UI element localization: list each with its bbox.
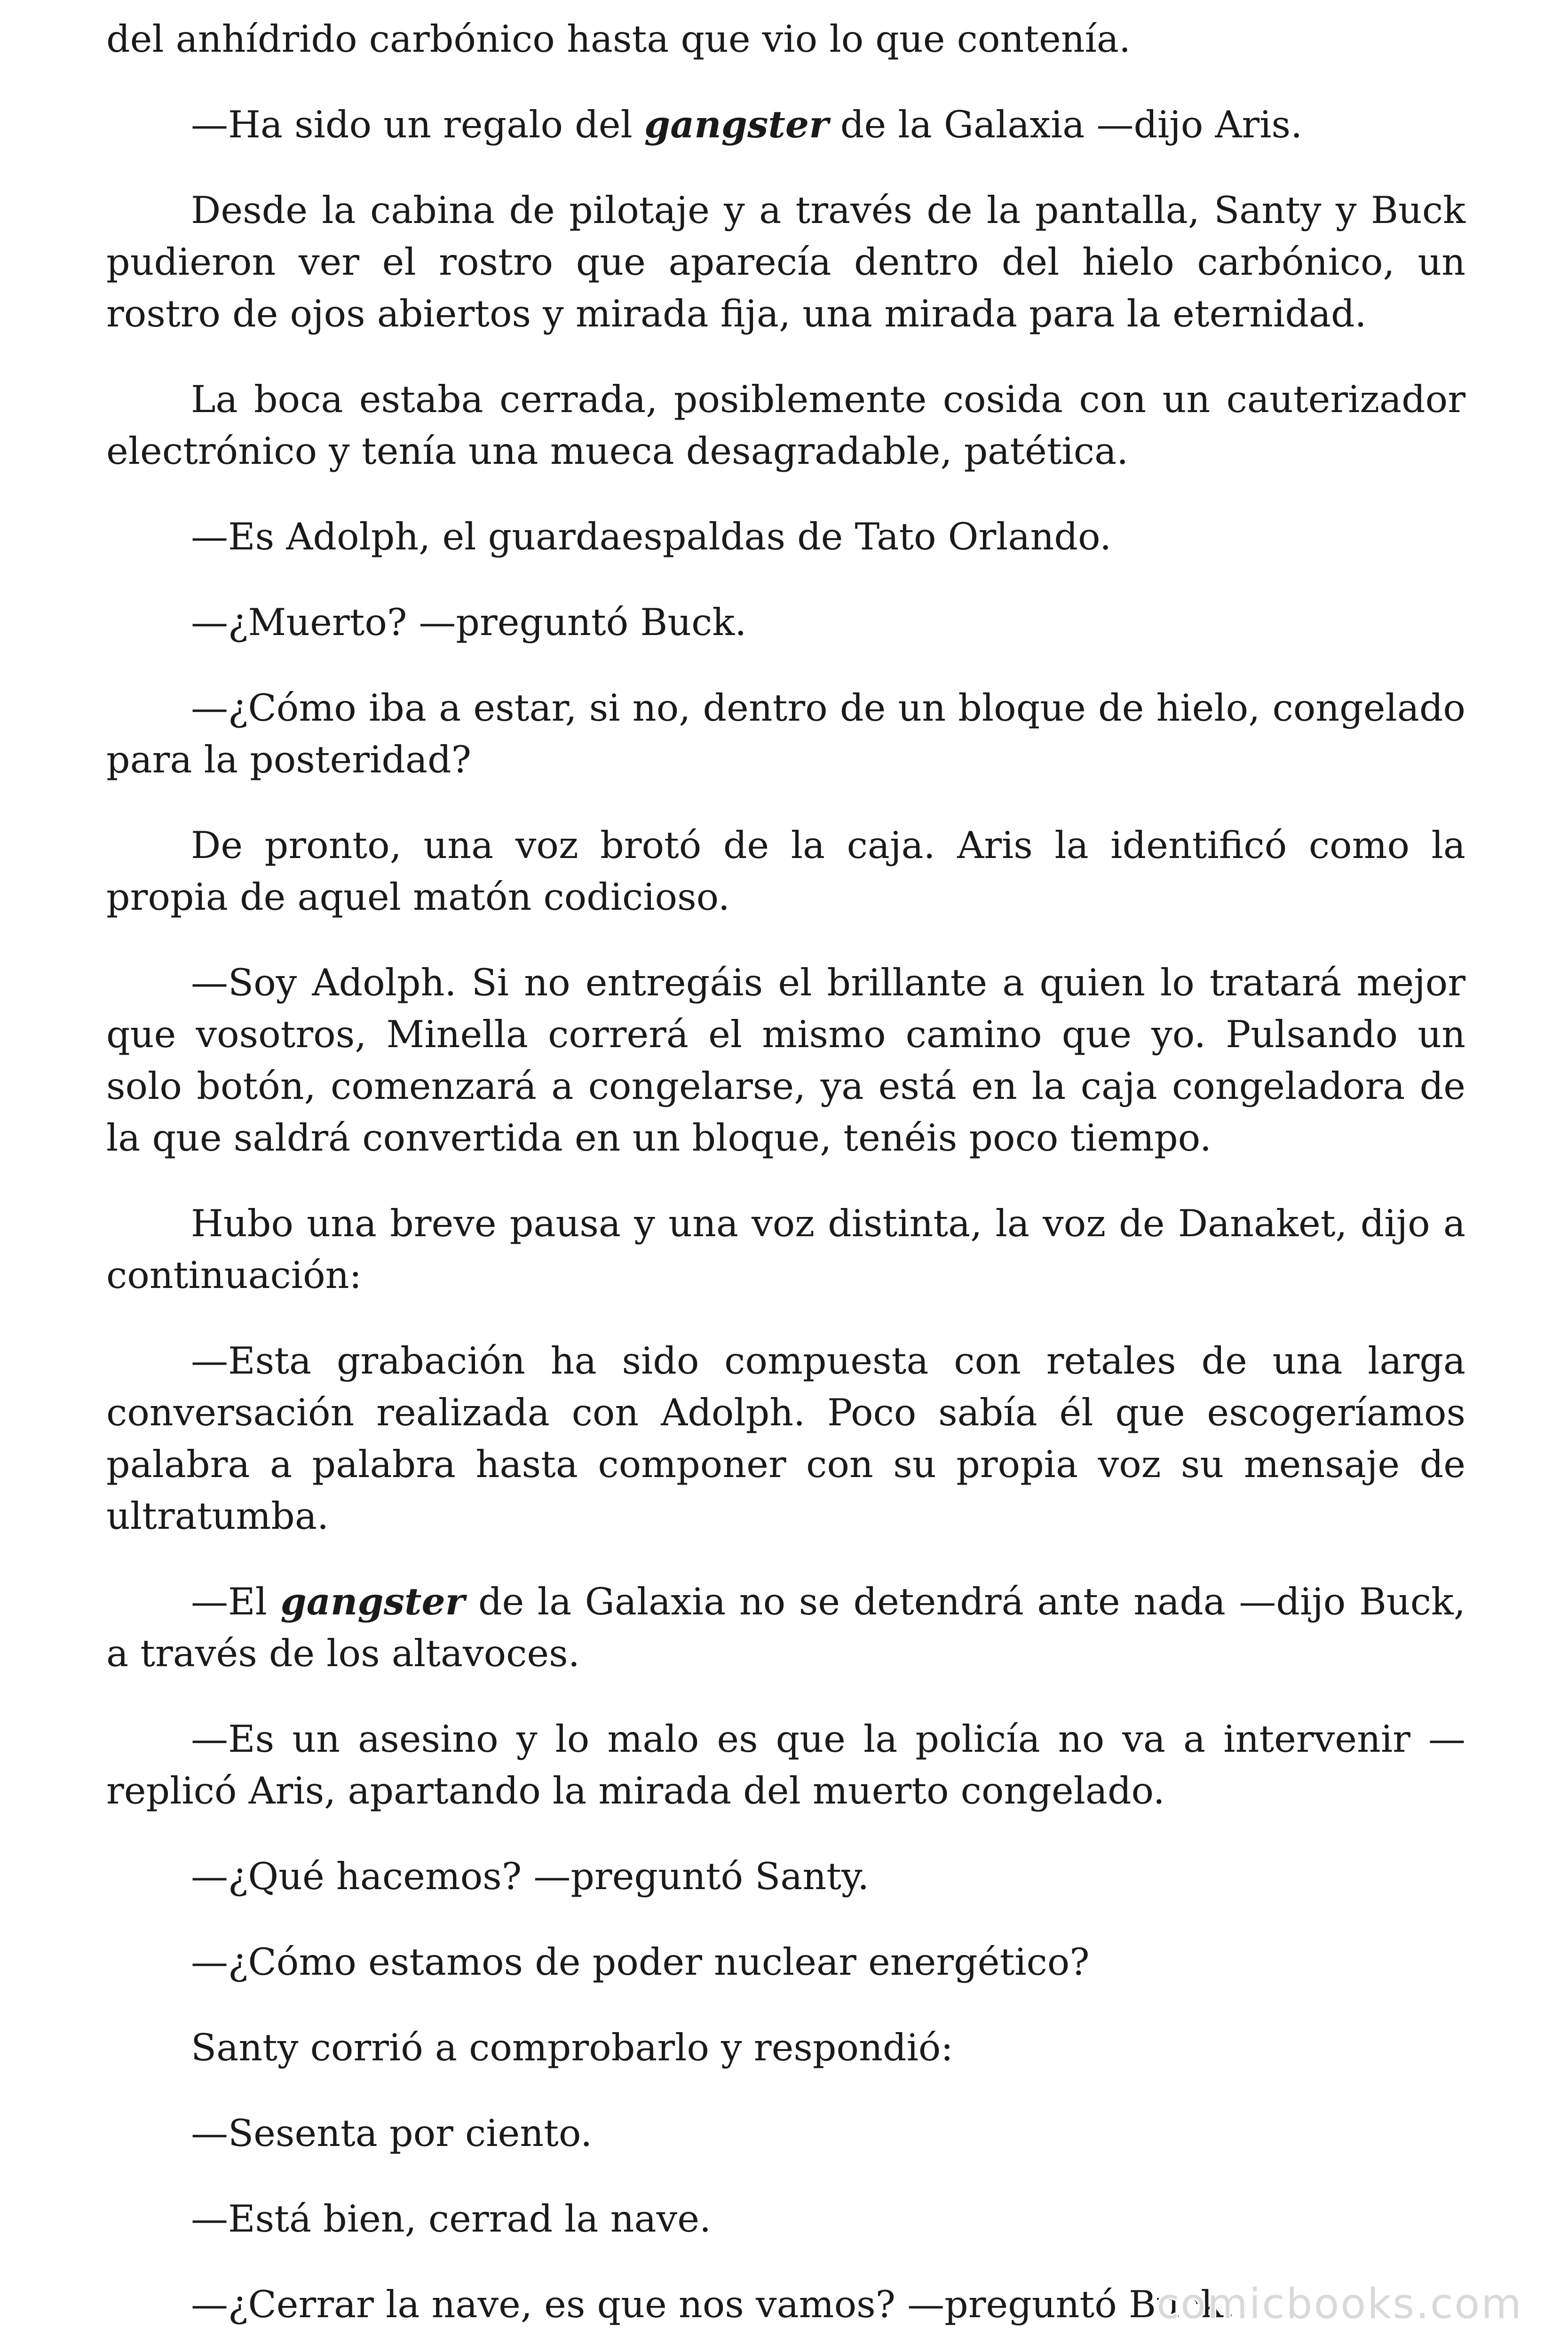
watermark: comicbooks.com — [1156, 2280, 1523, 2328]
paragraph: La boca estaba cerrada, posiblemente cosida con un cauterizador electrónico y tenía una mueca desagradable, patética. — [106, 378, 1465, 473]
paragraph-text: —Ha sido un regalo del — [191, 103, 644, 146]
paragraph: —¿Cerrar la nave, es que nos vamos? —preguntó Buck. — [191, 2283, 1235, 2326]
paragraph: —Sesenta por ciento. — [191, 2112, 593, 2155]
paragraph: —¿Cómo estamos de poder nuclear energético? — [191, 1940, 1090, 1984]
paragraph: —Soy Adolph. Si no entregáis el brillante a quien lo tratará mejor que vosotros, Minella correrá el mismo camino que yo. Pulsando un solo botón, comenzará a congelarse, ya está en la caja congeladora de la que saldrá convertida en un bloque, tenéis poco tiempo. — [106, 961, 1465, 1160]
paragraph: —Está bien, cerrad la nave. — [191, 2197, 712, 2241]
book-page-body — [106, 13, 1465, 2330]
paragraph: Santy corrió a comprobarlo y respondió: — [191, 2026, 953, 2069]
paragraph-text: de la Galaxia —dijo Aris. — [828, 103, 1303, 146]
paragraph-text: —El — [191, 1580, 281, 1623]
paragraph: —¿Cómo iba a estar, si no, dentro de un bloque de hielo, congelado para la posteridad? — [106, 686, 1465, 781]
paragraph: Desde la cabina de pilotaje y a través de la pantalla, Santy y Buck pudieron ver el rostro que aparecía dentro del hielo carbónico, un rostro de ojos abiertos y mirada fija, una mirada para la eternidad. — [106, 189, 1465, 335]
paragraph: —Es un asesino y lo malo es que la policía no va a intervenir —replicó Aris, apartando la mirada del muerto congelado. — [106, 1717, 1465, 1812]
paragraph — [106, 1576, 1465, 1679]
paragraph: De pronto, una voz brotó de la caja. Aris la identificó como la propia de aquel matón codicioso. — [106, 824, 1465, 919]
emphasized-word: gangster — [280, 1580, 465, 1623]
paragraph — [106, 99, 1465, 151]
paragraph: del anhídrido carbónico hasta que vio lo que contenía. — [106, 17, 1131, 61]
paragraph: —¿Qué hacemos? —preguntó Santy. — [191, 1855, 870, 1898]
paragraph: —¿Muerto? —preguntó Buck. — [191, 601, 747, 644]
paragraph: —Esta grabación ha sido compuesta con retales de una larga conversación realizada con Adolph. Poco sabía él que escogeríamos palabra a palabra hasta componer con su propia voz su mensaje de ultratumba. — [106, 1339, 1465, 1538]
paragraph: Hubo una breve pausa y una voz distinta, la voz de Danaket, dijo a continuación: — [106, 1202, 1465, 1297]
paragraph-text: de la Galaxia no se detendrá ante nada —dijo Buck, a través de los altavoces. — [106, 1580, 1465, 1675]
paragraph: —Es Adolph, el guardaespaldas de Tato Orlando. — [191, 515, 1112, 558]
emphasized-word: gangster — [644, 103, 829, 146]
